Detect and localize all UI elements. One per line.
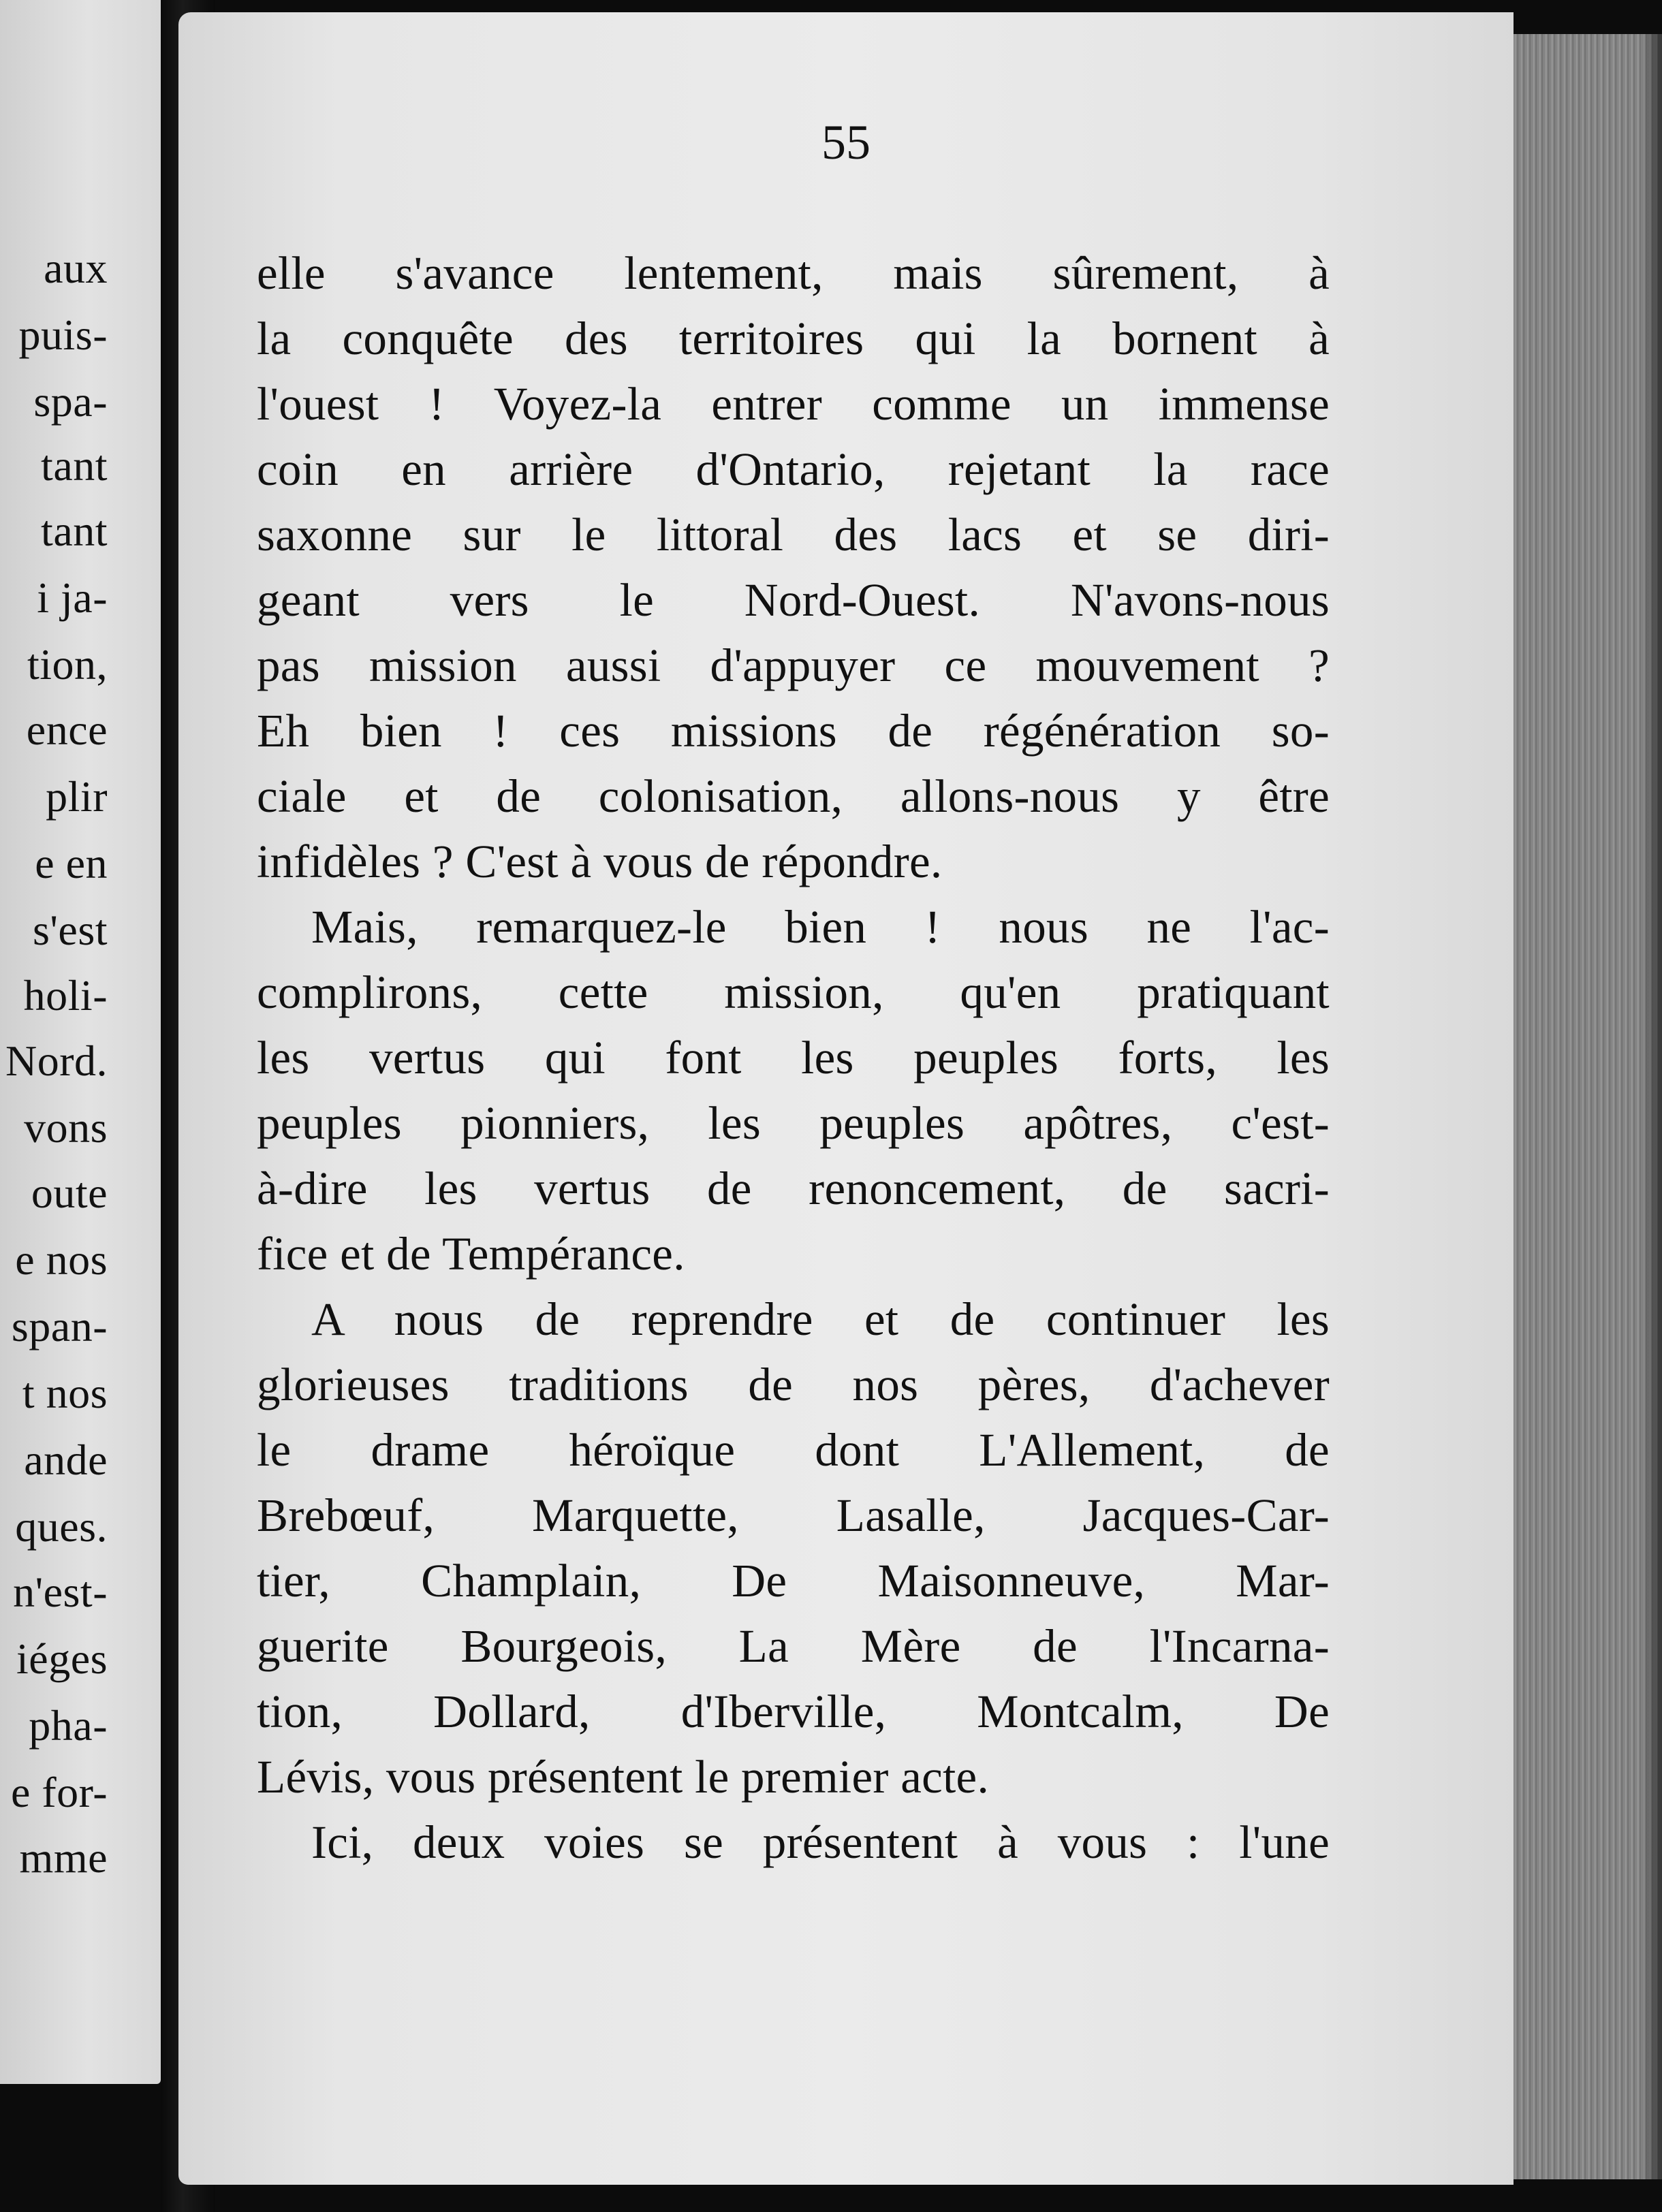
text-line: pas mission aussi d'appuyer ce mouvement ? bbox=[257, 639, 1330, 691]
page-body-text bbox=[257, 240, 1330, 1875]
text-line: tier, Champlain, De Maisonneuve, Mar- bbox=[257, 1555, 1330, 1607]
text-line: les vertus qui font les peuples forts, les bbox=[257, 1032, 1330, 1084]
left-page-line: ande bbox=[24, 1436, 108, 1484]
text-line: Mais, remarquez-le bien ! nous ne l'ac- bbox=[311, 901, 1330, 953]
left-page-line: ques. bbox=[15, 1502, 108, 1551]
text-line: la conquête des territoires qui la bornent à bbox=[257, 313, 1330, 364]
left-page-line: e nos bbox=[15, 1235, 108, 1284]
text-line: guerite Bourgeois, La Mère de l'Incarna- bbox=[257, 1620, 1330, 1672]
text-line: coin en arrière d'Ontario, rejetant la race bbox=[257, 443, 1330, 495]
left-page-line: ence bbox=[26, 706, 108, 754]
left-page-line: puis- bbox=[18, 311, 108, 359]
left-page-line: i ja- bbox=[37, 573, 108, 622]
text-line: complirons, cette mission, qu'en pratiquant bbox=[257, 966, 1330, 1018]
text-line: Brebœuf, Marquette, Lasalle, Jacques-Car- bbox=[257, 1489, 1330, 1541]
left-page-line: tant bbox=[41, 507, 108, 555]
text-line: saxonne sur le littoral des lacs et se diri- bbox=[257, 509, 1330, 560]
left-page-line: holi- bbox=[23, 971, 108, 1020]
text-line: l'ouest ! Voyez-la entrer comme un immense bbox=[257, 378, 1330, 430]
left-page-line: s'est bbox=[32, 906, 108, 954]
left-page-line: t nos bbox=[22, 1369, 108, 1417]
left-page-line: iéges bbox=[16, 1634, 108, 1683]
text-line: A nous de reprendre et de continuer les bbox=[311, 1293, 1330, 1345]
background-top-right bbox=[1514, 0, 1662, 34]
previous-page-fragment bbox=[0, 0, 161, 2084]
left-page-line: pha- bbox=[29, 1701, 108, 1750]
left-page-line: e for- bbox=[10, 1768, 108, 1816]
text-line: elle s'avance lentement, mais sûrement, à bbox=[257, 247, 1330, 299]
left-page-line: n'est- bbox=[13, 1568, 108, 1616]
left-page-line: aux bbox=[44, 244, 108, 292]
left-page-line: plir bbox=[46, 772, 108, 821]
text-line: à-dire les vertus de renoncement, de sacri- bbox=[257, 1163, 1330, 1214]
left-page-line: oute bbox=[31, 1169, 108, 1217]
left-page-line: e en bbox=[35, 839, 108, 887]
text-line: tion, Dollard, d'Iberville, Montcalm, De bbox=[257, 1686, 1330, 1737]
page-number: 55 bbox=[821, 115, 871, 170]
left-page-line: span- bbox=[11, 1302, 108, 1350]
book-page bbox=[178, 12, 1514, 2185]
left-page-line: vons bbox=[24, 1103, 108, 1152]
left-page-line: tant bbox=[41, 441, 108, 490]
text-line: peuples pionniers, les peuples apôtres, c'est- bbox=[257, 1097, 1330, 1149]
text-line: Ici, deux voies se présentent à vous : l'une bbox=[311, 1816, 1330, 1868]
text-line: Lévis, vous présentent le premier acte. bbox=[257, 1751, 990, 1803]
left-page-line: Nord. bbox=[5, 1037, 108, 1085]
left-page-line: spa- bbox=[33, 377, 108, 426]
text-line: infidèles ? C'est à vous de répondre. bbox=[257, 836, 943, 887]
text-line: Eh bien ! ces missions de régénération so- bbox=[257, 705, 1330, 757]
text-line: glorieuses traditions de nos pères, d'achever bbox=[257, 1359, 1330, 1410]
text-line: fice et de Tempérance. bbox=[257, 1228, 685, 1280]
text-line: le drame héroïque dont L'Allement, de bbox=[257, 1424, 1330, 1476]
stacked-page-edges bbox=[1514, 34, 1662, 2179]
text-line: geant vers le Nord-Ouest. N'avons-nous bbox=[257, 574, 1330, 626]
left-page-line: mme bbox=[19, 1833, 108, 1882]
left-page-line: tion, bbox=[27, 640, 108, 689]
text-line: ciale et de colonisation, allons-nous y être bbox=[257, 770, 1330, 822]
